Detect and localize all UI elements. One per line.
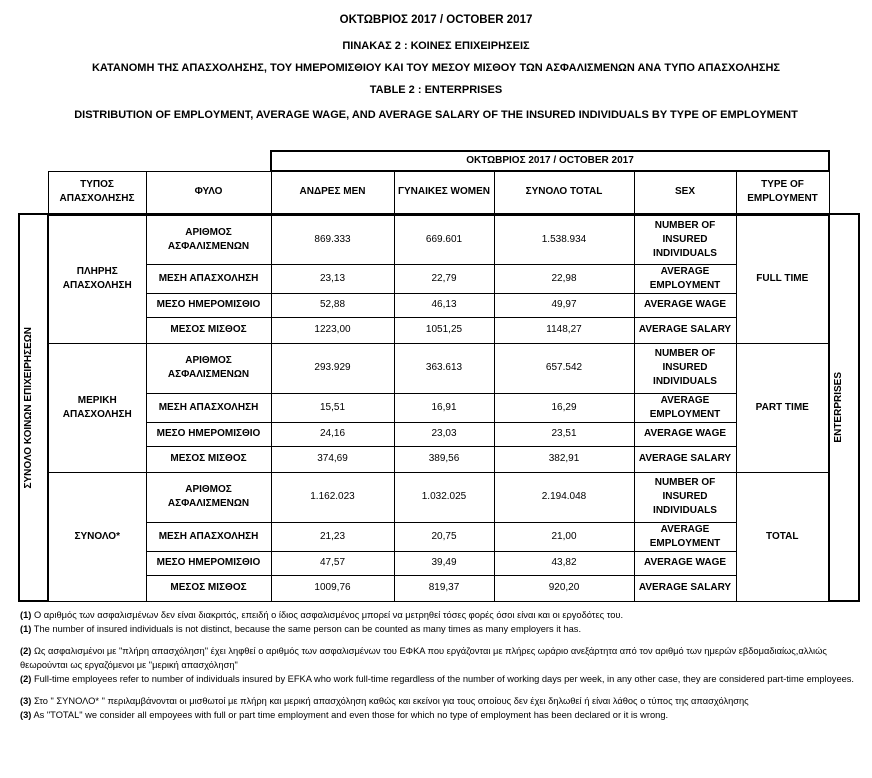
header-men: ΑΝΔΡΕΣ MEN [271,171,394,214]
right-group-label: ENTERPRISES [833,372,844,443]
metric-gr: ΜΕΣΗ ΑΠΑΣΧΟΛΗΣΗ [146,393,271,422]
footnote-text: Ο αριθμός των ασφαλισμένων δεν είναι διακριτός, επειδή ο ίδιος ασφαλισμένος μπορεί να μετρηθεί τόσες φορές όσοι είναι και οι εργοδότες του. [31,610,624,620]
header-sex-en: SEX [634,171,736,214]
footnote-number: (2) [20,646,32,656]
value-total: 22,98 [494,264,634,293]
value-men: 47,57 [271,551,394,575]
value-men: 24,16 [271,422,394,446]
metric-en: AVERAGE EMPLOYMENT [634,264,736,293]
value-total: 382,91 [494,446,634,472]
value-men: 1009,76 [271,575,394,601]
metric-en: AVERAGE SALARY [634,317,736,343]
value-men: 23,13 [271,264,394,293]
subtitle-en: DISTRIBUTION OF EMPLOYMENT, AVERAGE WAGE, AND AVERAGE SALARY OF THE INSURED INDIVIDUALS BY TYPE OF EMPLOYMENT [74,109,798,121]
employment-table [18,150,860,602]
value-total: 49,97 [494,293,634,317]
value-total: 43,82 [494,551,634,575]
value-women: 23,03 [394,422,494,446]
footnote [20,694,860,708]
metric-en: AVERAGE WAGE [634,422,736,446]
footnote-number: (3) [20,710,32,720]
footnote-text: Ως ασφαλισμένοι με "πλήρη απασχόληση" έχει ληφθεί ο αριθμός των ασφαλισμένων του ΕΦΚΑ που εργάζονται με πλήρες ωράριο ανεξάρτητα από τον αριθμό των ημερών εβδομαδιαίως,αλλιώς θεωρούνται ως εργαζόμενοι με "μερική απασχόληση" [20,646,827,670]
metric-gr: ΜΕΣΗ ΑΠΑΣΧΟΛΗΣΗ [146,522,271,551]
value-total: 657.542 [494,343,634,393]
period-header: ΟΚΤΩΒΡΙΟΣ 2017 / OCTOBER 2017 [271,151,829,171]
footnote-number: (1) [20,610,32,620]
metric-gr: ΜΕΣΟΣ ΜΙΣΘΟΣ [146,575,271,601]
footnote [20,672,860,686]
value-total: 2.194.048 [494,472,634,522]
metric-en: AVERAGE WAGE [634,293,736,317]
value-women: 819,37 [394,575,494,601]
metric-gr: ΜΕΣΟΣ ΜΙΣΘΟΣ [146,317,271,343]
employment-type-en: FULL TIME [736,214,829,343]
metric-en: AVERAGE SALARY [634,446,736,472]
value-women: 669.601 [394,214,494,264]
metric-en: AVERAGE EMPLOYMENT [634,522,736,551]
metric-gr: ΜΕΣΟΣ ΜΙΣΘΟΣ [146,446,271,472]
value-men: 21,23 [271,522,394,551]
value-men: 293.929 [271,343,394,393]
value-total: 1148,27 [494,317,634,343]
subtitle-gr: ΚΑΤΑΝΟΜΗ ΤΗΣ ΑΠΑΣΧΟΛΗΣΗΣ, ΤΟΥ ΗΜΕΡΟΜΙΣΘΙΟΥ ΚΑΙ ΤΟΥ ΜΕΣΟΥ ΜΙΣΘΟΥ ΤΩΝ ΑΣΦΑΛΙΣΜΕΝΩΝ ΑΝΑ ΤΥΠΟ ΑΠΑΣΧΟΛΗΣΗΣ [91,62,781,74]
footnote-text: As "TOTAL" we consider all empoyees with full or part time employment and even those for which no type of employment has been declared or it is wrong. [31,710,669,720]
header-women: ΓΥΝΑΙΚΕΣ WOMEN [394,171,494,214]
employment-type-en: PART TIME [736,343,829,472]
value-women: 1.032.025 [394,472,494,522]
metric-gr: ΜΕΣΟ ΗΜΕΡΟΜΙΣΘΙΟ [146,551,271,575]
value-total: 16,29 [494,393,634,422]
employment-type-gr: ΠΛΗΡΗΣ ΑΠΑΣΧΟΛΗΣΗ [48,214,146,343]
table-row [19,343,859,393]
value-men: 869.333 [271,214,394,264]
metric-en: AVERAGE EMPLOYMENT [634,393,736,422]
value-women: 39,49 [394,551,494,575]
metric-gr: ΑΡΙΘΜΟΣ ΑΣΦΑΛΙΣΜΕΝΩΝ [146,472,271,522]
footnote-number: (1) [20,624,32,634]
metric-en: NUMBER OF INSURED INDIVIDUALS [634,214,736,264]
footnote-number: (2) [20,674,32,684]
value-total: 21,00 [494,522,634,551]
table-title-gr: ΠΙΝΑΚΑΣ 2 : ΚΟΙΝΕΣ ΕΠΙΧΕΙΡΗΣΕΙΣ [342,40,530,52]
footnote [20,644,860,672]
employment-type-gr: ΣΥΝΟΛΟ* [48,472,146,601]
value-total: 1.538.934 [494,214,634,264]
metric-gr: ΜΕΣΟ ΗΜΕΡΟΜΙΣΘΙΟ [146,422,271,446]
header-type-gr: ΤΥΠΟΣ ΑΠΑΣΧΟΛΗΣΗΣ [48,171,146,214]
value-men: 52,88 [271,293,394,317]
value-women: 20,75 [394,522,494,551]
metric-en: NUMBER OF INSURED INDIVIDUALS [634,472,736,522]
value-women: 22,79 [394,264,494,293]
metric-gr: ΜΕΣΗ ΑΠΑΣΧΟΛΗΣΗ [146,264,271,293]
table-row [19,214,859,264]
footnote [20,708,860,722]
value-women: 1051,25 [394,317,494,343]
value-men: 1.162.023 [271,472,394,522]
value-total: 23,51 [494,422,634,446]
header-type-en: TYPE OF EMPLOYMENT [736,171,829,214]
period-title: ΟΚΤΩΒΡΙΟΣ 2017 / OCTOBER 2017 [339,14,533,26]
footnote-text: Στο " ΣΥΝΟΛΟ* " περιλαμβάνονται οι μισθωτοί με πλήρη και μερική απασχόληση καθώς και εκείνοι για τους οποίους δεν έχει δηλωθεί ή είναι λάθος ο τύπος της απασχόλησης [31,696,749,706]
header-sex-gr: ΦΥΛΟ [146,171,271,214]
footnote [20,608,860,622]
footnote-text: The number of insured individuals is not distinct, because the same person can be counted as many times as many employers it has. [31,624,582,634]
value-total: 920,20 [494,575,634,601]
header-total: ΣΥΝΟΛΟ TOTAL [494,171,634,214]
value-women: 16,91 [394,393,494,422]
table-row [19,472,859,522]
footnote-number: (3) [20,696,32,706]
left-group-label: ΣΥΝΟΛΟ ΚΟΙΝΩΝ ΕΠΙΧΕΙΡΗΣΕΩΝ [23,326,34,489]
value-women: 389,56 [394,446,494,472]
metric-gr: ΜΕΣΟ ΗΜΕΡΟΜΙΣΘΙΟ [146,293,271,317]
value-men: 15,51 [271,393,394,422]
table-title-en: TABLE 2 : ENTERPRISES [369,84,503,96]
value-men: 1223,00 [271,317,394,343]
employment-type-en: TOTAL [736,472,829,601]
footnotes [20,608,860,730]
metric-en: NUMBER OF INSURED INDIVIDUALS [634,343,736,393]
value-men: 374,69 [271,446,394,472]
footnote [20,622,860,636]
metric-en: AVERAGE WAGE [634,551,736,575]
employment-type-gr: ΜΕΡΙΚΗ ΑΠΑΣΧΟΛΗΣΗ [48,343,146,472]
metric-gr: ΑΡΙΘΜΟΣ ΑΣΦΑΛΙΣΜΕΝΩΝ [146,214,271,264]
metric-gr: ΑΡΙΘΜΟΣ ΑΣΦΑΛΙΣΜΕΝΩΝ [146,343,271,393]
value-women: 363.613 [394,343,494,393]
footnote-text: Full-time employees refer to number of individuals insured by EFKA who work full-time regardless of the number of working days per week, in any other case, they are considered part-time employees. [31,674,855,684]
value-women: 46,13 [394,293,494,317]
metric-en: AVERAGE SALARY [634,575,736,601]
